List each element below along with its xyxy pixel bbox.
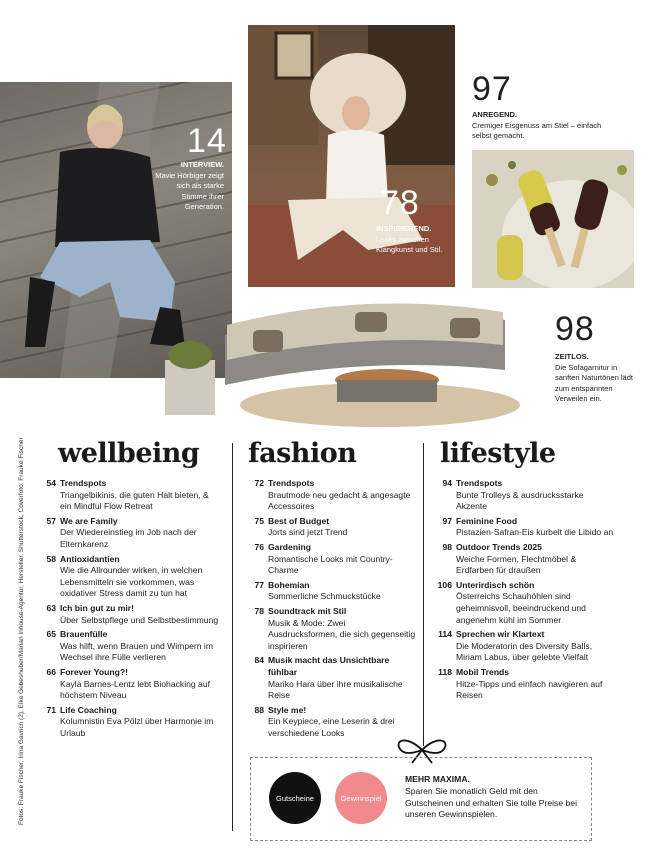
column-divider [423, 443, 424, 746]
highlight-number-14: 14 [187, 122, 227, 160]
highlight-kicker: INSPIRIEREND. [376, 224, 432, 233]
toc-entry[interactable] [432, 478, 616, 513]
toc-desc: Pistazien-Safran-Eis kurbelt die Libido an [456, 527, 614, 538]
toc-title: Feminine Food [456, 515, 518, 526]
highlight-text: Die Sofagarnitur in sanften Naturtönen lädt zum entspannten Verweilen ein. [555, 362, 633, 403]
toc-page: 75 [254, 515, 264, 526]
highlight-number-78: 78 [380, 184, 420, 222]
toc-entry[interactable] [244, 542, 416, 577]
toc-desc: Weiche Formen, Flechtmöbel & Erdfarben für draußen [456, 553, 577, 576]
toc-page: 54 [46, 478, 56, 488]
toc-entry[interactable] [244, 516, 416, 539]
toc-desc: Triangelbikinis, die guten Halt bieten, & ein Mindful Flow Retreat [60, 489, 209, 512]
toc-entry[interactable] [36, 667, 222, 702]
toc-entry[interactable] [244, 478, 416, 513]
toc-page: 84 [254, 655, 264, 666]
highlight-text: Mavie Hörbiger zeigt sich als starke Stimme ihrer Generation. [155, 170, 224, 211]
toc-page: 94 [442, 478, 452, 488]
toc-entry[interactable] [244, 655, 416, 701]
column-divider [232, 443, 233, 831]
promo-box [250, 757, 592, 841]
toc-title: Trendspots [60, 478, 107, 488]
toc-desc: Sommerliche Schmuckstücke [268, 591, 381, 602]
toc-entry[interactable] [432, 667, 616, 702]
highlight-kicker: ZEITLOS. [555, 352, 589, 361]
icepop-photo [472, 150, 634, 288]
section-title-lifestyle: lifestyle [440, 438, 556, 469]
toc-page: 72 [254, 478, 264, 488]
toc-title: Trendspots [268, 478, 315, 488]
toc-title: Unterirdisch schön [456, 579, 535, 590]
toc-title: Style me! [268, 704, 307, 715]
highlight-caption-98 [555, 352, 635, 405]
toc-desc: Jorts sind jetzt Trend [268, 527, 348, 538]
toc-column-fashion [244, 478, 416, 742]
toc-title: We are Family [60, 515, 118, 526]
toc-entry[interactable] [36, 705, 222, 740]
toc-entry[interactable] [432, 580, 616, 626]
toc-entry[interactable] [36, 603, 222, 626]
toc-title: Best of Budget [268, 515, 330, 526]
toc-entry[interactable] [244, 580, 416, 603]
toc-title: Antioxidantien [60, 553, 120, 564]
toc-page: 78 [254, 605, 264, 616]
toc-desc: Wie die Allrounder wirken, in welchen Lebensmitteln sie vorkommen, was oxidativer Stress damit zu tun hat [60, 565, 203, 599]
toc-page: 71 [46, 704, 56, 715]
contest-badge[interactable]: Gewinnspiel [335, 772, 387, 824]
toc-page: 98 [442, 541, 452, 552]
toc-desc: Kayla Barnes-Lentz lebt Biohacking auf höchstem Niveau [60, 678, 211, 701]
photo-credit: Fotos: Frauke Fischer, Irina Gavrich (2), Elke Gebeshuber/Marian Inhouse-Agentur, Hersteller, Shutterstock, Coverfoto: Frauke Fischer [18, 437, 25, 825]
highlight-kicker: ANREGEND. [472, 110, 518, 119]
toc-entry[interactable] [36, 554, 222, 600]
toc-page: 58 [46, 553, 56, 564]
section-title-fashion: fashion [248, 438, 357, 469]
toc-title: Ich bin gut zu mir! [60, 602, 134, 613]
toc-page: 66 [46, 666, 56, 677]
highlight-kicker: INTERVIEW. [180, 160, 224, 169]
toc-desc: Österreichs Schauhöhlen sind geheimnisvoll, beeindruckend und angenehm kühl im Sommer [456, 591, 586, 625]
toc-desc: Was hilft, wenn Brauen und Wimpern im Wechsel ihre Fülle verlieren [60, 640, 213, 663]
toc-page: 76 [254, 541, 264, 552]
toc-title: Mobil Trends [456, 666, 509, 677]
toc-entry[interactable] [432, 516, 616, 539]
toc-column-lifestyle [432, 478, 616, 705]
sofa-photo [165, 300, 545, 430]
toc-entry[interactable] [36, 629, 222, 664]
toc-title: Forever Young?! [60, 666, 128, 677]
sofa-illustration [165, 300, 545, 430]
toc-column-wellbeing [36, 478, 222, 742]
toc-desc: Kolumnistin Eva Pölzl über Harmonie im Urlaub [60, 716, 214, 738]
highlight-text: Looks zwischen Klangkunst und Stil. [376, 234, 443, 254]
toc-desc: Der Wiedereinstieg im Job nach der Elternkarenz [60, 527, 197, 549]
toc-desc: Romantische Looks mit Country-Charme [268, 553, 393, 576]
toc-entry[interactable] [36, 516, 222, 551]
highlight-text: Cremiger Eisgenuss am Stiel – einfach selbst gemacht. [472, 120, 602, 140]
toc-title: Gardening [268, 541, 311, 552]
toc-entry[interactable] [432, 629, 616, 664]
promo-text: Sparen Sie monatlich Geld mit den Gutscheinen und erhalten Sie tolle Preise bei unseren Gewinnspielen. [405, 786, 577, 820]
toc-desc: Brautmode neu gedacht & angesagte Accessoires [268, 489, 411, 512]
toc-desc: Über Selbstpflege und Selbstbestimmung [60, 614, 219, 625]
toc-entry[interactable] [432, 542, 616, 577]
toc-title: Life Coaching [60, 704, 117, 715]
toc-desc: Musik & Mode: Zwei Ausdrucksformen, die sich gegenseitig inspirieren [268, 617, 416, 651]
toc-page: 65 [46, 629, 56, 640]
toc-title: Sprechen wir Klartext [456, 629, 545, 640]
toc-entry[interactable] [244, 606, 416, 652]
toc-page: 63 [46, 602, 56, 613]
promo-heading: MEHR MAXIMA. [405, 774, 470, 784]
toc-page: 97 [442, 515, 452, 526]
highlight-caption-78 [376, 224, 452, 256]
toc-title: Soundtrack mit Stil [268, 605, 347, 616]
highlight-caption-14 [150, 160, 224, 213]
toc-desc: Ein Keypiece, eine Leserin & drei verschiedene Looks [268, 716, 395, 738]
section-title-wellbeing: wellbeing [58, 438, 200, 469]
toc-title: Bohemian [268, 579, 310, 590]
toc-page: 57 [46, 515, 56, 526]
toc-page: 77 [254, 579, 264, 590]
toc-entry[interactable] [244, 705, 416, 740]
toc-title: Trendspots [456, 478, 503, 488]
toc-title: Brauenfülle [60, 629, 108, 640]
toc-desc: Die Moderatorin des Diversity Balls, Miriam Labus, über gelebte Vielfalt [456, 640, 593, 663]
toc-page: 106 [437, 579, 452, 590]
toc-desc: Bunte Trolleys & ausdrucksstarke Akzente [456, 489, 584, 512]
toc-desc: Hitze-Tipps und einfach navigieren auf Reisen [456, 678, 603, 701]
vouchers-badge[interactable]: Gutscheine [269, 772, 321, 824]
toc-page: 114 [438, 629, 452, 640]
icepop-illustration [472, 150, 634, 288]
toc-page: 118 [438, 666, 452, 677]
toc-title: Musik macht das Unsichtbare fühlbar [268, 655, 390, 677]
toc-desc: Mariko Hara über ihre musikalische Reise [268, 678, 403, 701]
toc-title: Outdoor Trends 2025 [456, 541, 542, 552]
highlight-caption-97 [472, 110, 602, 142]
highlight-number-98: 98 [555, 310, 595, 348]
highlight-number-97: 97 [472, 70, 512, 108]
toc-entry[interactable] [36, 478, 222, 513]
toc-page: 88 [254, 704, 264, 715]
